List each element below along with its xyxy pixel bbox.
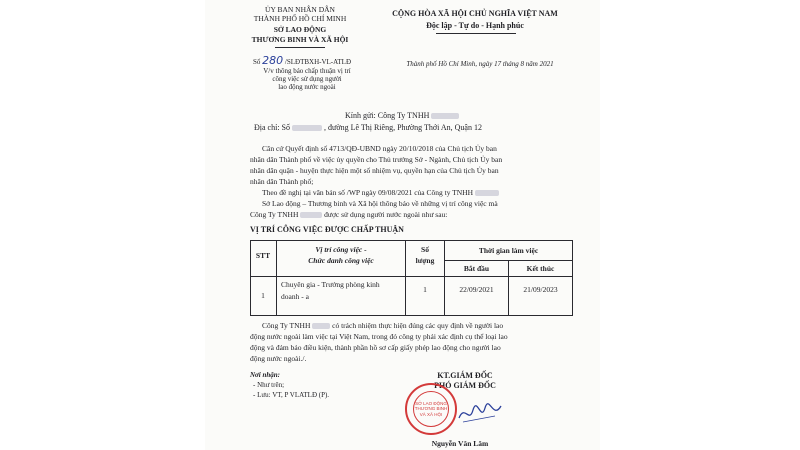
recipients-title: Nơi nhận:	[250, 371, 281, 379]
signer-name: Nguyễn Văn Lâm	[431, 439, 489, 448]
motto-underline	[436, 33, 516, 34]
doc-number-label: Số	[253, 58, 261, 66]
cell-quantity: 1	[423, 285, 427, 294]
nation-title: CỘNG HÒA XÃ HỘI CHỦ NGHĨA VIỆT NAM	[392, 9, 558, 18]
cell-stt: 1	[261, 291, 265, 300]
org-name-line2: THÀNH PHỐ HỒ CHÍ MINH	[253, 14, 347, 23]
header-start: Bắt đầu	[463, 264, 490, 273]
address-rest: , đường Lê Thị Riêng, Phường Thới An, Quận 12	[324, 123, 482, 132]
header-quantity-line1: Số	[421, 245, 429, 254]
para1-line2: nhân dân Thành phố về việc ủy quyền cho Thủ trưởng Sở - Ngành, Chủ tịch Ủy ban	[250, 155, 503, 164]
signature-scribble	[455, 398, 505, 428]
redacted-address	[292, 125, 322, 131]
cell-end: 21/09/2023	[523, 285, 558, 294]
para3-company: Công Ty TNHH	[250, 210, 299, 219]
header-stt: STT	[255, 251, 271, 260]
cell-start: 22/09/2021	[459, 285, 494, 294]
to-line	[345, 112, 459, 120]
closing-company: Công Ty TNHH	[262, 321, 311, 330]
closing-line2: động nước ngoài làm việc tại Việt Nam, trong đó công ty phải xác định cụ thể loại lao	[250, 332, 508, 341]
para1-line4: nhân dân Thành phố;	[250, 177, 314, 186]
header-end: Kết thúc	[526, 264, 555, 273]
doc-number	[253, 55, 351, 66]
section-title: VỊ TRÍ CÔNG VIỆC ĐƯỢC CHẤP THUẬN	[250, 225, 404, 234]
date-line: Thành phố Hồ Chí Minh, ngày 17 tháng 8 năm 2021	[406, 60, 554, 68]
header-position-line2: Chức danh công việc	[308, 256, 374, 265]
closing-line1	[262, 322, 503, 330]
closing-line4: động nước ngoài./.	[250, 354, 307, 363]
para3-line2	[250, 211, 447, 219]
to-label: Kính gửi: Công Ty TNHH	[345, 111, 430, 120]
redacted-company	[312, 323, 330, 329]
dept-name-line2: THƯƠNG BINH VÀ XÃ HỘI	[251, 35, 349, 44]
para3-line1: Sở Lao động – Thương binh và Xã hội thông báo về những vị trí công việc mà	[262, 199, 498, 208]
nation-motto: Độc lập - Tự do - Hạnh phúc	[426, 21, 524, 30]
signature-title1: KT.GIÁM ĐỐC	[437, 371, 493, 380]
stamp-line2: THƯƠNG BINH	[414, 406, 448, 412]
recipients-item1: - Như trên;	[253, 381, 285, 389]
stamp-line1: SỞ LAO ĐỘNG	[415, 401, 447, 407]
cell-position-line1: Chuyên gia - Trưởng phòng kinh	[281, 280, 380, 289]
official-stamp	[405, 383, 457, 435]
subject-line1: V/v thông báo chấp thuận vị trí	[263, 67, 351, 75]
header-position-line1: Vị trí công việc -	[315, 245, 367, 254]
cell-position-line2: doanh - a	[281, 292, 309, 301]
doc-number-suffix: /SLĐTBXH-VL-ATLĐ	[284, 58, 352, 66]
subject-line2: công việc sử dụng người	[272, 75, 342, 83]
org-name-line1: ỦY BAN NHÂN DÂN	[265, 5, 335, 14]
para1-line1: Căn cứ Quyết định số 4713/QĐ-UBND ngày 20/10/2018 của Chủ tịch Ủy ban	[262, 144, 497, 153]
signature-title2: PHÓ GIÁM ĐỐC	[434, 381, 496, 390]
address-line	[254, 124, 482, 132]
header-work-time: Thời gian làm việc	[478, 246, 539, 255]
redacted-company	[431, 113, 459, 119]
stamp-line3: VÀ XÃ HỘI	[419, 411, 443, 417]
address-prefix: Số	[281, 123, 290, 132]
recipients-item2: - Lưu: VT, P VLATLĐ (P).	[253, 391, 330, 399]
doc-number-handwritten: 280	[262, 54, 284, 67]
para1-line3: nhân dân quận - huyện thực hiện một số nhiệm vụ, quyền hạn của Chủ tịch Ủy ban	[250, 166, 499, 175]
subject-line3: lao động nước ngoài	[278, 83, 336, 91]
redacted-company	[300, 212, 322, 218]
para2-text: Theo đề nghị tại văn bản số /WP ngày 09/08/2021 của Công ty TNHH	[262, 188, 474, 197]
address-label: Địa chỉ:	[254, 123, 280, 132]
header-left-underline	[275, 47, 325, 48]
closing-rest: có trách nhiệm thực hiện đúng các quy định về người lao	[332, 321, 504, 330]
para3-rest: được sử dụng người nước ngoài như sau:	[324, 210, 448, 219]
closing-line3: động và đảm bảo điều kiện, thành phần hồ sơ cấp giấy phép lao động cho người lao	[250, 343, 501, 352]
redacted-company	[475, 190, 499, 196]
header-quantity-line2: lượng	[415, 256, 435, 265]
dept-name-line1: SỞ LAO ĐỘNG	[273, 25, 327, 34]
para2	[262, 189, 499, 197]
